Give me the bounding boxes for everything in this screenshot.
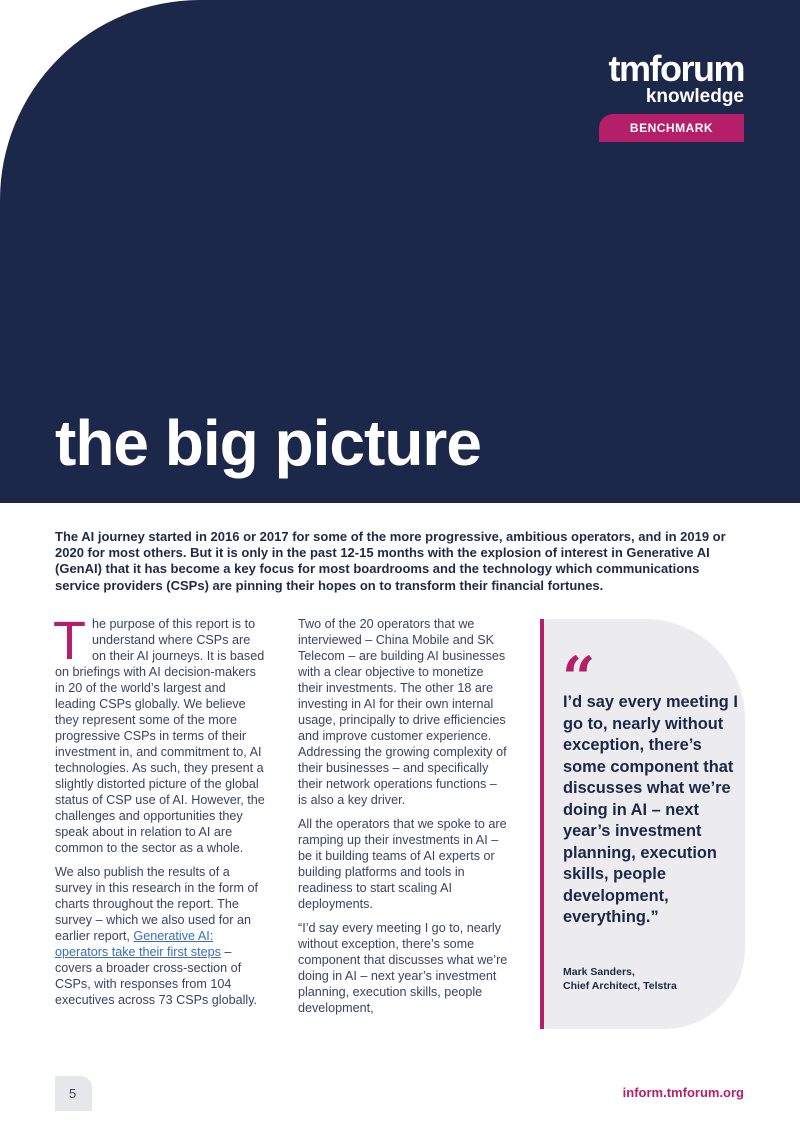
- report-link[interactable]: Generative AI: operators take their first steps: [55, 929, 221, 959]
- body-column-left: [53, 611, 265, 1016]
- hero-banner: [0, 0, 800, 503]
- author-title: Chief Architect, Telstra: [563, 979, 677, 992]
- pull-quote-accent-bar: [540, 619, 544, 1029]
- logo-wordmark: tmforum: [608, 48, 744, 89]
- intro-paragraph: The AI journey started in 2016 or 2017 for some of the more progressive, ambitious operators, and in 2019 or 2020 for most others. But it is only in the past 12-15 months with the explosion of interest in Generative AI (GenAI) that it has become a key focus for most boardrooms and the technology which communications service providers (CSPs) are pinning their hopes on to transform their financial fortunes.: [55, 529, 726, 593]
- tmforum-logo[interactable]: [594, 48, 744, 135]
- paragraph-text: We also publish the results of a survey in this research in the form of charts throughout the report. The survey – which we also used for an earlier report,: [55, 865, 258, 943]
- footer-url-link[interactable]: inform.tmforum.org: [622, 1085, 744, 1100]
- drop-cap: T: [53, 611, 86, 671]
- paragraph-text: – covers a broader cross-section of CSPs, with responses from 104 executives across 73 CSPs globally.: [55, 945, 258, 1007]
- paragraph-text: he purpose of this report is to understand where CSPs are on their AI journeys. It is based on briefings with AI decision-makers in 20 of the world’s largest and leading CSPs globally. We believe they represent some of the more progressive CSPs in terms of their investment in, and commitment to, AI technologies. As such, they present a slightly distorted picture of the global status of CSP use of AI. However, the challenges and opportunities they speak about in relation to AI are common to the sector as a whole.: [55, 617, 265, 855]
- paragraph: [55, 864, 265, 1008]
- paragraph: Two of the 20 operators that we interviewed – China Mobile and SK Telecom – are building AI businesses with a clear objective to monetize their investments. The other 18 are investing in AI for their own internal usage, principally to drive efficiencies and improve customer experience. Addressing the growing complexity of their businesses – and specifically their network operations functions – is also a key driver.: [298, 617, 507, 807]
- pull-quote-text: I’d say every meeting I go to, nearly without exception, there’s some component that discusses what we’re doing in AI – next year’s investment planning, execution skills, people development, everything.”: [563, 693, 738, 926]
- paragraph: “I’d say every meeting I go to, nearly without exception, there’s some component that discusses what we’re doing in AI – next year’s investment planning, execution skills, people development,: [298, 921, 508, 1015]
- pull-quote-attribution: [563, 966, 738, 993]
- logo-subtitle: knowledge: [645, 86, 744, 107]
- page-number: 5: [55, 1076, 92, 1111]
- body-column-middle: [298, 616, 508, 1024]
- benchmark-tag: BENCHMARK: [599, 114, 744, 142]
- paragraph: All the operators that we spoke to are ramping up their investments in AI – be it building teams of AI experts or building platforms and tools in readiness to start scaling AI deployments.: [298, 817, 507, 911]
- paragraph: [53, 611, 265, 856]
- author-name: Mark Sanders,: [563, 966, 635, 978]
- quote-mark-icon: “: [562, 644, 596, 712]
- page-title: the big picture: [55, 407, 481, 479]
